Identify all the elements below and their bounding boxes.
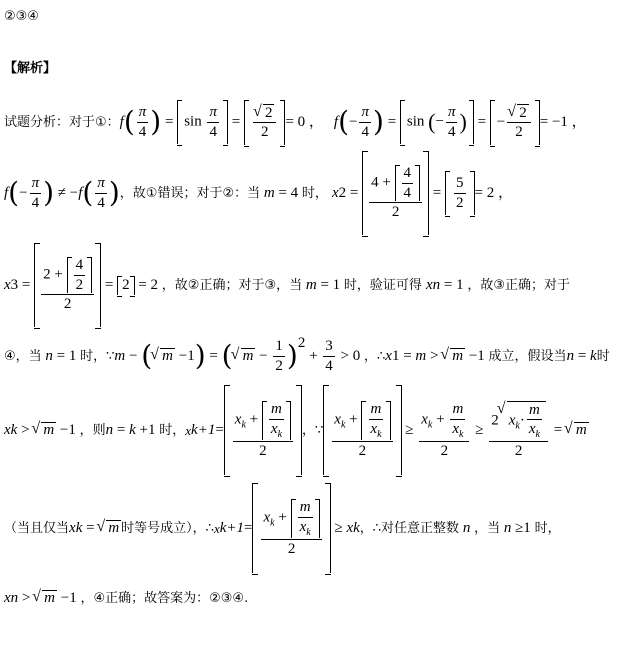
text-time2: 时， bbox=[159, 422, 186, 438]
analysis-line-2: f ( − $\frac{\pi}{4}$ ) ≠ − f ( $\frac{\pi}{4}$ ) ，故①错误；对于②：当 m = 4 时， x 2 = 4 + $\frac{4}{4}$ 2 = $\frac{5}{2}$ = 2 ， bbox=[4, 148, 626, 238]
analysis-line-1 bbox=[4, 100, 626, 144]
floor-xk1: $x_k$ + $\frac{m}{x_k}$ 2 bbox=[224, 385, 302, 475]
math-f: f bbox=[4, 184, 9, 201]
text-since: ，∵ bbox=[302, 422, 324, 438]
floor-sin bbox=[177, 100, 228, 144]
floor-x3: 2 + $\frac{4}{2}$ 2 bbox=[34, 243, 101, 327]
text-verify: 时，验证可得 bbox=[343, 277, 422, 293]
answer-text: ②③④ bbox=[4, 9, 39, 24]
not-equal: ≠ − bbox=[54, 184, 79, 201]
math-f: f bbox=[119, 113, 124, 130]
text-therefore: ，∴ bbox=[364, 348, 386, 364]
equals-sign: = bbox=[161, 113, 178, 130]
text-because: 时，∵ bbox=[80, 348, 115, 364]
text-equality: 时等号成立），∴ bbox=[121, 520, 214, 536]
floor-xk1-c: $x_k$ + $\frac{m}{x_k}$ 2 bbox=[252, 483, 330, 573]
result-zero: = 0 ， bbox=[285, 113, 324, 130]
paren-open: ( bbox=[338, 105, 350, 138]
floor-neg-root2: − √ $\frac{2}{2}$ bbox=[490, 100, 540, 145]
paren-close: ) bbox=[150, 105, 162, 138]
analysis-line-6: （当且仅当 x k = √ m 时等号成立），∴ x k+1 = $x_k$ + $\frac{m}{x_k}$ 2 ≥ x k ，∴对任意正整数 n ，当 n ≥1 时， bbox=[4, 480, 626, 576]
text-when: 时， bbox=[301, 185, 328, 201]
analysis-line-5: x k > √ m −1 ，则 n = k +1 时， x k+1 = $x_k$ + $\frac{m}{x_k}$ 2 ，∵ $x_k$ + $\frac{m}{x_k}$ 2 ≥ $x_k$ + $\frac{m}{x_k}$ 2 ≥ 2√ $x_k\cdot$ $\frac{m}{x_k}$ 2 = √ m bbox=[4, 382, 626, 478]
text-assume: 成立，假设当 bbox=[488, 348, 567, 364]
frac-root2-2: √ $\frac{2}{2}$ bbox=[253, 104, 277, 141]
text-conclusion: ，④正确；故答案为：②③④. bbox=[80, 590, 249, 606]
result-neg-one: = −1 ， bbox=[539, 113, 587, 130]
minus-sign: − bbox=[349, 113, 358, 130]
text-when2: ，当 bbox=[474, 520, 501, 536]
floor-xk1-b: $x_k$ + $\frac{m}{x_k}$ 2 bbox=[323, 385, 401, 475]
equals-sign: = bbox=[227, 113, 244, 130]
floor-sin-neg: sin (− $\frac{\pi}{4}$ ) bbox=[400, 100, 474, 144]
frac-pi-4: $\frac{\pi}{4}$ bbox=[138, 104, 147, 140]
analysis-line-7: x n > √ m −1 ，④正确；故答案为：②③④. bbox=[4, 584, 626, 612]
paren-open: ( bbox=[123, 105, 135, 138]
floor-root2 bbox=[244, 100, 286, 145]
frac-pi-4-b: $\frac{\pi}{4}$ bbox=[209, 104, 217, 140]
equals-sign: = bbox=[383, 113, 400, 130]
text-iff: （当且仅当 bbox=[4, 520, 70, 536]
analysis-heading: 【解析】 bbox=[4, 61, 57, 76]
text-case4: ④，当 bbox=[4, 348, 42, 364]
paren-open: ( bbox=[8, 176, 20, 209]
text-time3: 时， bbox=[534, 520, 561, 536]
paren-close: ) bbox=[373, 105, 384, 138]
floor-x2: 4 + $\frac{4}{4}$ 2 bbox=[362, 151, 429, 235]
result-two: = 2 ， bbox=[474, 184, 513, 201]
sin-word: sin bbox=[184, 113, 202, 130]
analysis-line-3: x 3 = 2 + $\frac{4}{2}$ 2 = 2 = 2 ，故②正确；对于③，当 m = 1 时，验证可得 x n = 1 ，故③正确；对于 bbox=[4, 240, 626, 330]
text-correct-2: ，故②正确；对于③，当 bbox=[161, 277, 303, 293]
text-any-positive: ，∴对任意正整数 bbox=[359, 520, 460, 536]
frac-pi-4-c: $\frac{\pi}{4}$ bbox=[361, 104, 369, 140]
text-then: ，则 bbox=[79, 422, 106, 438]
text-correct-3: ，故③正确；对于 bbox=[467, 277, 570, 293]
text-time: 时 bbox=[596, 348, 610, 364]
analysis-lead: 试题分析：对于①： bbox=[4, 114, 120, 130]
equals-sign: = bbox=[473, 113, 490, 130]
sin-word: sin bbox=[406, 113, 425, 130]
analysis-line-4: ④，当 n = 1 时，∵ m − ( √ m −1 ) = ( √ m − $\frac{1}{2}$ ) 2 + $\frac{3}{4}$ > 0 ，∴ x 1 = m > √ m −1 成立，假设当 n = k 时 bbox=[4, 336, 626, 376]
math-f-2: f bbox=[333, 113, 339, 130]
text-wrong-1: ，故①错误；对于②：当 bbox=[119, 185, 261, 201]
m-equals-4: m bbox=[260, 184, 275, 201]
